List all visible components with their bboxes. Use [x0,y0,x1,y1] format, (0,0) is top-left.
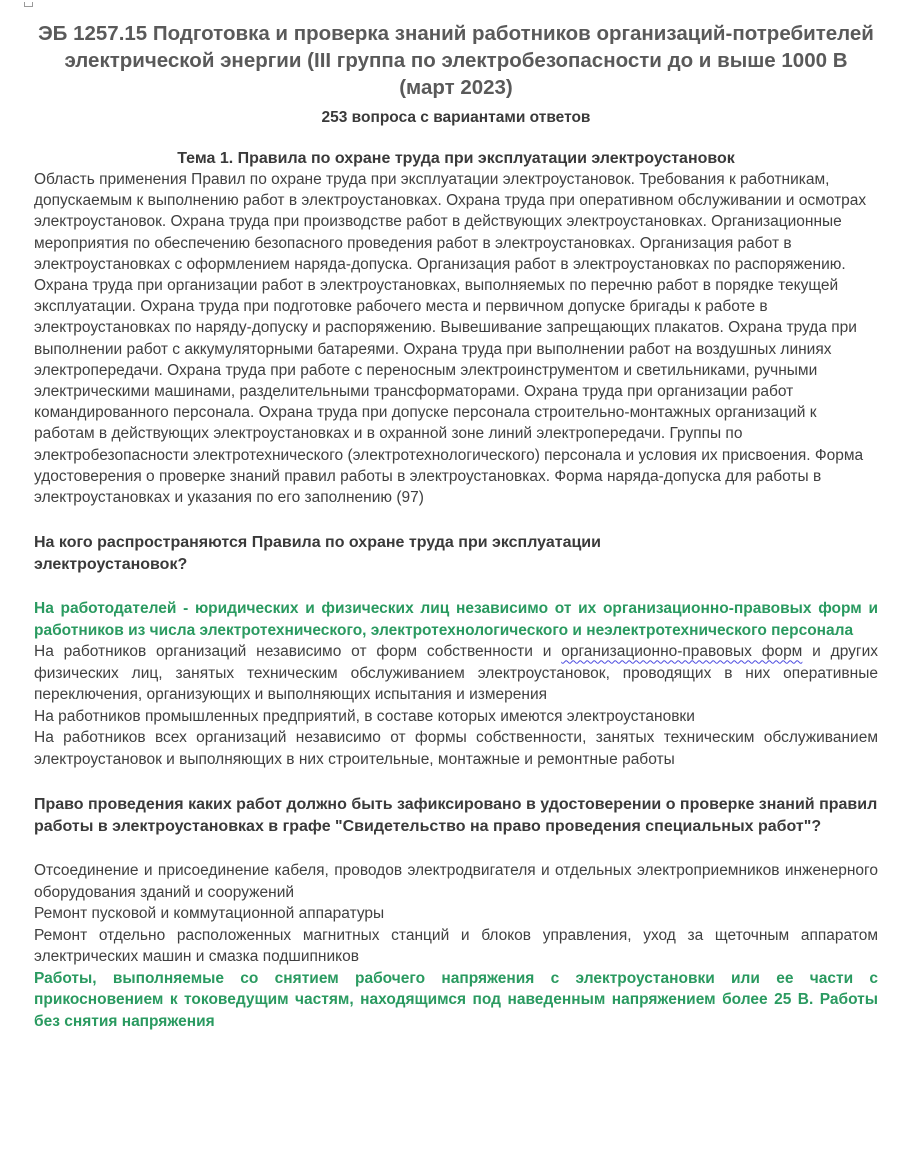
answer [34,641,878,706]
document-page [34,14,878,1032]
spellcheck-underlined-text: организационно-правовых форм [561,643,803,661]
question-1: На кого распространяются Правила по охране труда при эксплуатации электроустановок? [34,534,601,574]
corner-mark [24,2,33,7]
topic-description: Область применения Правил по охране труда при эксплуатации электроустановок. Требования к работникам, допускаемым к выполнению работ в электроустановках. Охрана труда при оперативном обслуживании и осмотрах электроустановок. Охрана труда при производстве работ в действующих электроустановках. Организационные мероприятия по обеспечению безопасного проведения работ в электроустановках. Организация работ в электроустановках с оформлением наряда-допуска. Организация работ в электроустановках по распоряжению. Охрана труда при организации работ в электроустановках, выполняемых по перечню работ в порядке текущей эксплуатации. Охрана труда при подготовке рабочего места и первичном допуске бригады к работе в электроустановках по наряду-допуску и распоряжению. Вывешивание запрещающих плакатов. Охрана труда при выполнении работ с аккумуляторными батареями. Охрана труда при выполнении работ на воздушных линиях электропередачи. Охрана труда при работе с переносным электроинструментом и светильниками, ручными электрическими машинами, разделительными трансформаторами. Охрана труда при организации работ командированного персонала. Охрана труда при допуске персонала строительно-монтажных организаций к работам в действующих электроустановках и в охранной зоне линий электропередачи. Группы по электробезопасности электротехнического (электротехнологического) персонала и условия их присвоения. Форма удостоверения о проверке знаний правил работы в электроустановках. Форма наряда-допуска для работы в электроустановках и указания по его заполнению (97) [34,171,867,507]
answer-text: На работников организаций независимо от форм собственности и [34,643,562,661]
question-2-answers [34,860,878,1032]
document-title: ЭБ 1257.15 Подготовка и проверка знаний работников организаций-потребителей электрической энергии (III группа по электробезопасности до и выше 1000 В (март 2023) [38,22,874,99]
answer: Отсоединение и присоединение кабеля, проводов электродвигателя и отдельных электроприемников инженерного оборудования зданий и сооружений [34,862,878,901]
answer-correct: На работодателей - юридических и физических лиц независимо от их организационно-правовых форм и работников из числа электротехнического, электротехнологического и неэлектротехнического персонала [34,600,878,639]
answer: На работников промышленных предприятий, в составе которых имеются электроустановки [34,707,695,725]
answer-correct: Работы, выполняемые со снятием рабочего напряжения с электроустановки или ее части с прикосновением к токоведущим частям, находящимся под наведенным напряжением более 25 В. Работы без снятия напряжения [34,969,878,1030]
answer: На работников всех организаций независимо от формы собственности, занятых техническим обслуживанием электроустановок и выполняющих в них строительные, монтажные и ремонтные работы [34,729,878,768]
document-subtitle: 253 вопроса с вариантами ответов [321,109,591,126]
answer: Ремонт пусковой и коммутационной аппаратуры [34,905,385,923]
answer: Ремонт отдельно расположенных магнитных станций и блоков управления, уход за щеточным аппаратом электрических машин и смазка подшипников [34,926,878,966]
question-2: Право проведения каких работ должно быть зафиксировано в удостоверении о проверке знаний правил работы в электроустановках в графе "Свидетельство на право проведения специальных работ"? [34,796,878,836]
topic-title: Тема 1. Правила по охране труда при эксплуатации электроустановок [177,150,735,167]
answer-text: и других физических лиц, занятых техническим обслуживанием электроустановок, проводящих в них оперативные переключения, организующих и выполняющих испытания и измерения [34,643,878,704]
question-1-answers [34,598,878,770]
